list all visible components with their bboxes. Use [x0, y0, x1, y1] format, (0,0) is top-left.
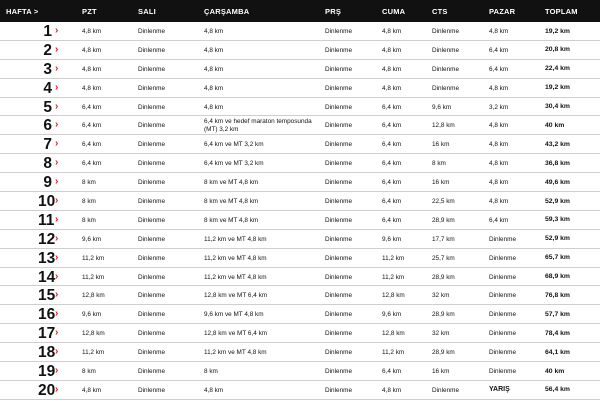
chevron-right-icon: › — [55, 346, 59, 358]
day-cell: 12,8 km ve MT 6,4 km — [204, 330, 268, 338]
day-cell: Dinlenme — [138, 103, 165, 111]
weekly-total: 19,2 km — [545, 27, 570, 35]
day-cell: Dinlenme — [489, 254, 516, 262]
day-cell: 8 km — [432, 160, 446, 168]
day-cell: Dinlenme — [138, 65, 165, 73]
day-cell: Dinlenme — [325, 179, 352, 187]
day-cell: 4,8 km — [489, 84, 509, 92]
table-row — [0, 79, 600, 98]
day-cell: Dinlenme — [325, 349, 352, 357]
weekly-total: 43,2 km — [545, 140, 570, 148]
day-cell: 4,8 km — [82, 28, 102, 35]
day-cell: 6,4 km — [82, 160, 102, 168]
day-cell: 9,6 km — [82, 235, 102, 243]
table-row — [0, 22, 600, 41]
day-cell: 8 km — [82, 179, 96, 187]
weekly-total: 76,8 km — [545, 291, 570, 299]
day-cell: Dinlenme — [489, 368, 516, 376]
day-cell: Dinlenme — [325, 311, 352, 319]
weekly-total: 52,9 km — [545, 197, 570, 205]
day-cell: 4,8 km — [204, 84, 224, 92]
chevron-right-icon: › — [55, 100, 59, 112]
day-cell: Dinlenme — [138, 386, 165, 394]
day-cell: Dinlenme — [489, 311, 516, 319]
day-cell: 4,8 km — [489, 179, 509, 187]
day-cell: Dinlenme — [325, 46, 352, 54]
week-number: 1 — [43, 23, 52, 40]
day-cell: 4,8 km — [489, 198, 509, 206]
chevron-right-icon: › — [55, 365, 59, 377]
weekly-total: 59,3 km — [545, 216, 570, 224]
day-cell: Dinlenme — [138, 311, 165, 319]
day-cell: 4,8 km — [82, 46, 102, 54]
weekly-total: 20,8 km — [545, 46, 570, 54]
header-total: TOPLAM — [545, 7, 578, 16]
table-row — [0, 192, 600, 211]
day-cell: 6,4 km — [82, 141, 102, 149]
day-cell: 8 km ve MT 4,8 km — [204, 198, 259, 206]
day-cell: Dinlenme — [489, 273, 516, 281]
day-cell: 4,8 km — [204, 65, 224, 73]
weekly-total: 52,9 km — [545, 235, 570, 243]
table-row — [0, 381, 600, 400]
day-cell: 17,7 km — [432, 235, 455, 243]
weekly-total: 36,8 km — [545, 159, 570, 167]
day-cell: 4,8 km — [382, 84, 402, 92]
day-cell: 9,6 km — [82, 311, 102, 319]
week-number: 6 — [43, 117, 52, 135]
day-cell: Dinlenme — [325, 254, 352, 262]
weekly-total: 30,4 km — [545, 103, 570, 111]
weekly-total: 65,7 km — [545, 254, 570, 262]
table-row — [0, 268, 600, 287]
day-cell: 22,5 km — [432, 198, 455, 206]
weekly-total: 40 km — [545, 121, 565, 129]
day-cell: 12,8 km ve MT 6,4 km — [204, 292, 268, 300]
day-cell: Dinlenme — [138, 216, 165, 224]
week-number: 20 — [38, 381, 56, 399]
day-cell: Dinlenme — [432, 84, 459, 92]
day-cell: Dinlenme — [325, 292, 352, 300]
day-cell: 6,4 km — [82, 122, 102, 130]
week-number: 4 — [43, 79, 52, 97]
chevron-right-icon: › — [55, 232, 59, 244]
chevron-right-icon: › — [55, 270, 59, 282]
day-cell: 28,9 km — [432, 349, 455, 357]
day-cell: 11,2 km — [382, 349, 405, 357]
table-row — [0, 154, 600, 173]
day-cell: Dinlenme — [325, 103, 352, 111]
day-cell: Dinlenme — [138, 330, 165, 338]
weekly-total: 40 km — [545, 367, 565, 375]
day-cell: 11,2 km — [82, 273, 105, 281]
chevron-right-icon: › — [55, 251, 59, 263]
week-number: 8 — [43, 155, 52, 173]
week-number: 14 — [38, 268, 56, 286]
day-cell: Dinlenme — [325, 386, 352, 394]
weekly-total: 68,9 km — [545, 273, 570, 281]
chevron-right-icon: › — [55, 308, 59, 320]
day-cell: 4,8 km — [382, 28, 402, 35]
weekly-total: 49,6 km — [545, 178, 570, 186]
week-number: 13 — [38, 249, 56, 267]
day-cell: Dinlenme — [489, 349, 516, 357]
day-cell: Dinlenme — [138, 28, 165, 35]
day-cell: 6,4 km ve MT 3,2 km — [204, 141, 264, 149]
day-cell: 16 km — [432, 141, 450, 149]
day-cell: 6,4 km — [382, 216, 402, 224]
chevron-right-icon: › — [55, 383, 59, 395]
day-cell: Dinlenme — [325, 273, 352, 281]
week-number: 5 — [43, 98, 52, 116]
day-cell: Dinlenme — [138, 141, 165, 149]
week-number: 15 — [38, 287, 56, 305]
day-cell: Dinlenme — [138, 273, 165, 281]
header-thursday: PRŞ — [325, 7, 342, 16]
day-cell: Dinlenme — [138, 160, 165, 168]
day-cell: 6,4 km — [382, 160, 402, 168]
day-cell: Dinlenme — [325, 28, 352, 35]
day-cell: Dinlenme — [325, 84, 352, 92]
day-cell: 6,4 km — [82, 103, 102, 111]
week-number: 2 — [43, 41, 52, 59]
day-cell: Dinlenme — [138, 349, 165, 357]
header-sunday: PAZAR — [489, 7, 516, 16]
day-cell: Dinlenme — [489, 330, 516, 338]
week-number: 11 — [38, 211, 55, 229]
day-cell: 12,8 km — [382, 330, 405, 338]
table-row — [0, 211, 600, 230]
day-cell: YARIŞ — [489, 386, 510, 394]
chevron-right-icon: › — [55, 176, 59, 188]
table-row — [0, 362, 600, 381]
day-cell: 3,2 km — [489, 103, 509, 111]
day-cell: Dinlenme — [432, 386, 459, 394]
training-table-body — [0, 22, 600, 400]
day-cell: Dinlenme — [325, 65, 352, 73]
chevron-right-icon: › — [55, 327, 59, 339]
header-week: HAFTA > — [6, 7, 39, 16]
day-cell: 16 km — [432, 179, 450, 187]
day-cell: 4,8 km — [489, 28, 509, 35]
day-cell: Dinlenme — [138, 198, 165, 206]
day-cell: 32 km — [432, 330, 450, 338]
day-cell: 4,8 km — [204, 386, 224, 394]
week-number: 17 — [38, 325, 56, 343]
day-cell: Dinlenme — [489, 292, 516, 300]
week-number: 16 — [38, 306, 56, 324]
day-cell: 12,8 km — [82, 292, 105, 300]
weekly-total: 57,7 km — [545, 310, 570, 318]
day-cell: 8 km — [204, 368, 218, 376]
day-cell: 6,4 km ve hedef maraton temposunda (MT) 3,2 km — [204, 117, 312, 133]
day-cell: 8 km ve MT 4,8 km — [204, 216, 259, 224]
day-cell: 4,8 km — [489, 160, 509, 168]
week-number: 3 — [43, 60, 52, 78]
day-cell: Dinlenme — [138, 235, 165, 243]
chevron-right-icon: › — [55, 62, 59, 74]
day-cell: 11,2 km ve MT 4,8 km — [204, 349, 267, 357]
day-cell: 4,8 km — [489, 122, 509, 130]
day-cell: 9,6 km ve MT 4,8 km — [204, 311, 264, 319]
chevron-right-icon: › — [55, 25, 59, 36]
day-cell: 32 km — [432, 292, 450, 300]
day-cell: 6,4 km — [382, 122, 402, 130]
header-wednesday: ÇARŞAMBA — [204, 7, 250, 16]
day-cell: Dinlenme — [138, 368, 165, 376]
table-row — [0, 173, 600, 192]
day-cell: 16 km — [432, 368, 450, 376]
day-cell: 28,9 km — [432, 273, 455, 281]
chevron-right-icon: › — [55, 43, 59, 55]
chevron-right-icon: › — [55, 81, 59, 93]
table-row — [0, 286, 600, 305]
table-row — [0, 324, 600, 343]
day-cell: Dinlenme — [138, 46, 165, 54]
table-row — [0, 305, 600, 324]
day-cell: Dinlenme — [325, 141, 352, 149]
table-row — [0, 60, 600, 79]
day-cell: 11,2 km ve MT 4,8 km — [204, 235, 267, 243]
day-cell: 6,4 km ve MT 3,2 km — [204, 160, 264, 168]
chevron-right-icon: › — [55, 119, 59, 131]
day-cell: 12,8 km — [382, 292, 405, 300]
day-cell: 6,4 km — [382, 103, 402, 111]
chevron-right-icon: › — [55, 195, 59, 207]
day-cell: Dinlenme — [138, 179, 165, 187]
day-cell: 11,2 km ve MT 4,8 km — [204, 273, 267, 281]
day-cell: 6,4 km — [382, 141, 402, 149]
day-cell: 9,6 km — [382, 235, 402, 243]
day-cell: Dinlenme — [432, 28, 459, 35]
day-cell: 4,8 km — [82, 386, 102, 394]
chevron-right-icon: › — [55, 289, 59, 301]
day-cell: Dinlenme — [325, 330, 352, 338]
day-cell: 12,8 km — [432, 122, 455, 130]
day-cell: 6,4 km — [489, 46, 509, 54]
week-number: 19 — [38, 363, 56, 381]
chevron-right-icon: › — [55, 157, 59, 169]
day-cell: 6,4 km — [382, 179, 402, 187]
weekly-total: 64,1 km — [545, 348, 570, 356]
day-cell: Dinlenme — [325, 216, 352, 224]
table-row — [0, 41, 600, 60]
day-cell: Dinlenme — [325, 160, 352, 168]
day-cell: Dinlenme — [138, 254, 165, 262]
day-cell: 4,8 km — [82, 84, 102, 92]
day-cell: 28,9 km — [432, 311, 455, 319]
day-cell: 11,2 km ve MT 4,8 km — [204, 254, 267, 262]
day-cell: Dinlenme — [432, 46, 459, 54]
day-cell: Dinlenme — [325, 122, 352, 130]
day-cell: 6,4 km — [382, 198, 402, 206]
day-cell: Dinlenme — [325, 368, 352, 376]
chevron-right-icon: › — [55, 213, 59, 225]
table-row — [0, 98, 600, 117]
day-cell: Dinlenme — [432, 65, 459, 73]
day-cell: 11,2 km — [382, 273, 405, 281]
week-number: 18 — [38, 344, 56, 362]
table-row — [0, 230, 600, 249]
header-friday: CUMA — [382, 7, 406, 16]
table-row — [0, 135, 600, 154]
day-cell: 12,8 km — [82, 330, 105, 338]
day-cell: 8 km — [82, 368, 96, 376]
day-cell: 4,8 km — [82, 65, 102, 73]
day-cell: Dinlenme — [489, 235, 516, 243]
week-number: 7 — [43, 136, 52, 154]
header-monday: PZT — [82, 7, 97, 16]
day-cell: 6,4 km — [382, 368, 402, 376]
day-cell: 4,8 km — [382, 46, 402, 54]
week-number: 12 — [38, 230, 56, 248]
weekly-total: 56,4 km — [545, 386, 570, 394]
table-row — [0, 116, 600, 135]
day-cell: Dinlenme — [138, 292, 165, 300]
day-cell: 8 km — [82, 216, 96, 224]
day-cell: 9,6 km — [432, 103, 452, 111]
header-tuesday: SALI — [138, 7, 156, 16]
day-cell: Dinlenme — [138, 84, 165, 92]
day-cell: 8 km ve MT 4,8 km — [204, 179, 259, 187]
table-row — [0, 343, 600, 362]
table-header — [0, 0, 600, 22]
weekly-total: 22,4 km — [545, 65, 570, 73]
day-cell: 28,9 km — [432, 216, 455, 224]
header-saturday: CTS — [432, 7, 448, 16]
day-cell: Dinlenme — [138, 122, 165, 130]
weekly-total: 78,4 km — [545, 329, 570, 337]
day-cell: 6,4 km — [489, 216, 509, 224]
week-number: 10 — [38, 193, 56, 211]
day-cell: Dinlenme — [325, 198, 352, 206]
day-cell: 4,8 km — [204, 46, 224, 54]
week-number: 9 — [43, 174, 52, 192]
weekly-total: 19,2 km — [545, 84, 570, 92]
day-cell: 4,8 km — [382, 65, 402, 73]
chevron-right-icon: › — [55, 138, 59, 150]
day-cell: 8 km — [82, 198, 96, 206]
day-cell: 25,7 km — [432, 254, 455, 262]
day-cell: 11,2 km — [382, 254, 405, 262]
day-cell: Dinlenme — [325, 235, 352, 243]
day-cell: 4,8 km — [204, 28, 224, 35]
day-cell: 4,8 km — [204, 103, 224, 111]
day-cell: 4,8 km — [489, 141, 509, 149]
table-row — [0, 249, 600, 268]
day-cell: 6,4 km — [489, 65, 509, 73]
day-cell: 9,6 km — [382, 311, 402, 319]
day-cell: 4,8 km — [382, 386, 402, 394]
day-cell: 11,2 km — [82, 349, 105, 357]
day-cell: 11,2 km — [82, 254, 105, 262]
